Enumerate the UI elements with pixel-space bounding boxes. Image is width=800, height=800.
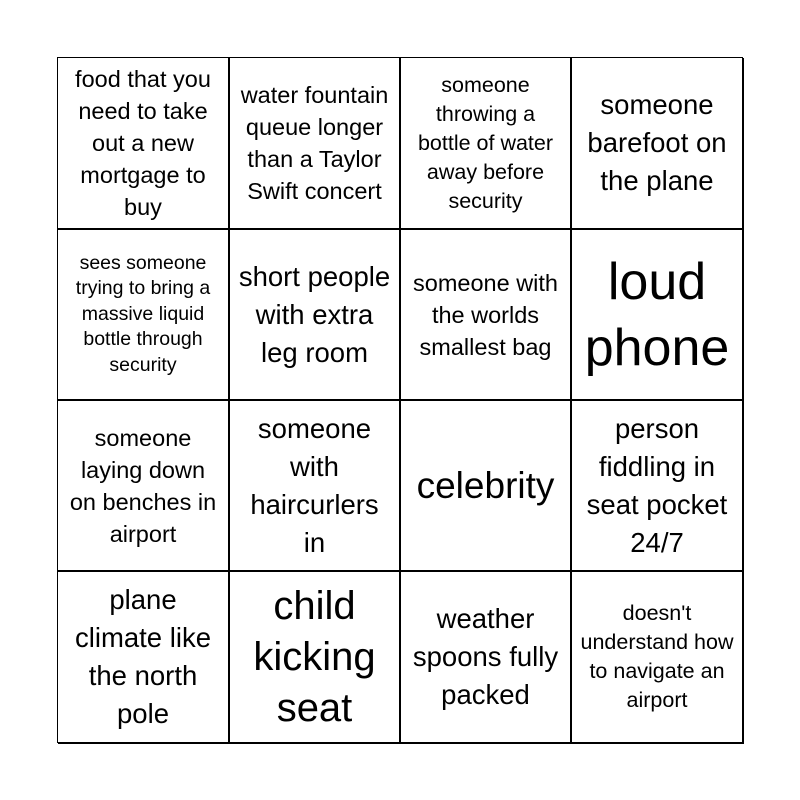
cell-label: plane climate like the north pole [74,584,211,729]
bingo-cell[interactable] [401,58,572,230]
cell-label: doesn't understand how to navigate an airport [580,601,734,712]
bingo-cell[interactable] [401,572,572,744]
cell-label: loud phone [584,252,730,377]
bingo-cell[interactable] [572,58,744,230]
bingo-cell[interactable] [58,230,230,401]
cell-label: water fountain queue longer than a Taylor Swift concert [240,82,389,204]
cell-label: child kicking seat [253,583,376,730]
bingo-cell[interactable] [58,572,230,744]
bingo-cell[interactable] [572,401,744,572]
bingo-cell[interactable] [58,58,230,230]
cell-label: weather spoons fully packed [412,603,559,710]
cell-label: someone with haircurlers in [250,412,379,558]
cell-label: sees someone trying to bring a massive liquid bottle through security [75,251,211,376]
bingo-cell[interactable] [572,230,744,401]
bingo-cell[interactable] [230,401,401,572]
cell-label: person fiddling in seat pocket 24/7 [586,412,728,558]
cell-label: someone with the worlds smallest bag [413,269,558,360]
bingo-board [57,57,743,743]
cell-label: someone laying down on benches in airport [69,424,217,547]
cell-label: someone barefoot on the plane [587,89,727,196]
cell-label: food that you need to take out a new mortgage to buy [75,66,211,220]
cell-label: celebrity [416,464,555,506]
bingo-cell[interactable] [401,401,572,572]
bingo-cell[interactable] [230,58,401,230]
cell-label: someone throwing a bottle of water away before security [417,72,554,213]
bingo-cell[interactable] [572,572,744,744]
bingo-cell[interactable] [58,401,230,572]
bingo-cell[interactable] [401,230,572,401]
cell-label: short people with extra leg room [238,260,391,368]
bingo-cell[interactable] [230,572,401,744]
bingo-cell[interactable] [230,230,401,401]
